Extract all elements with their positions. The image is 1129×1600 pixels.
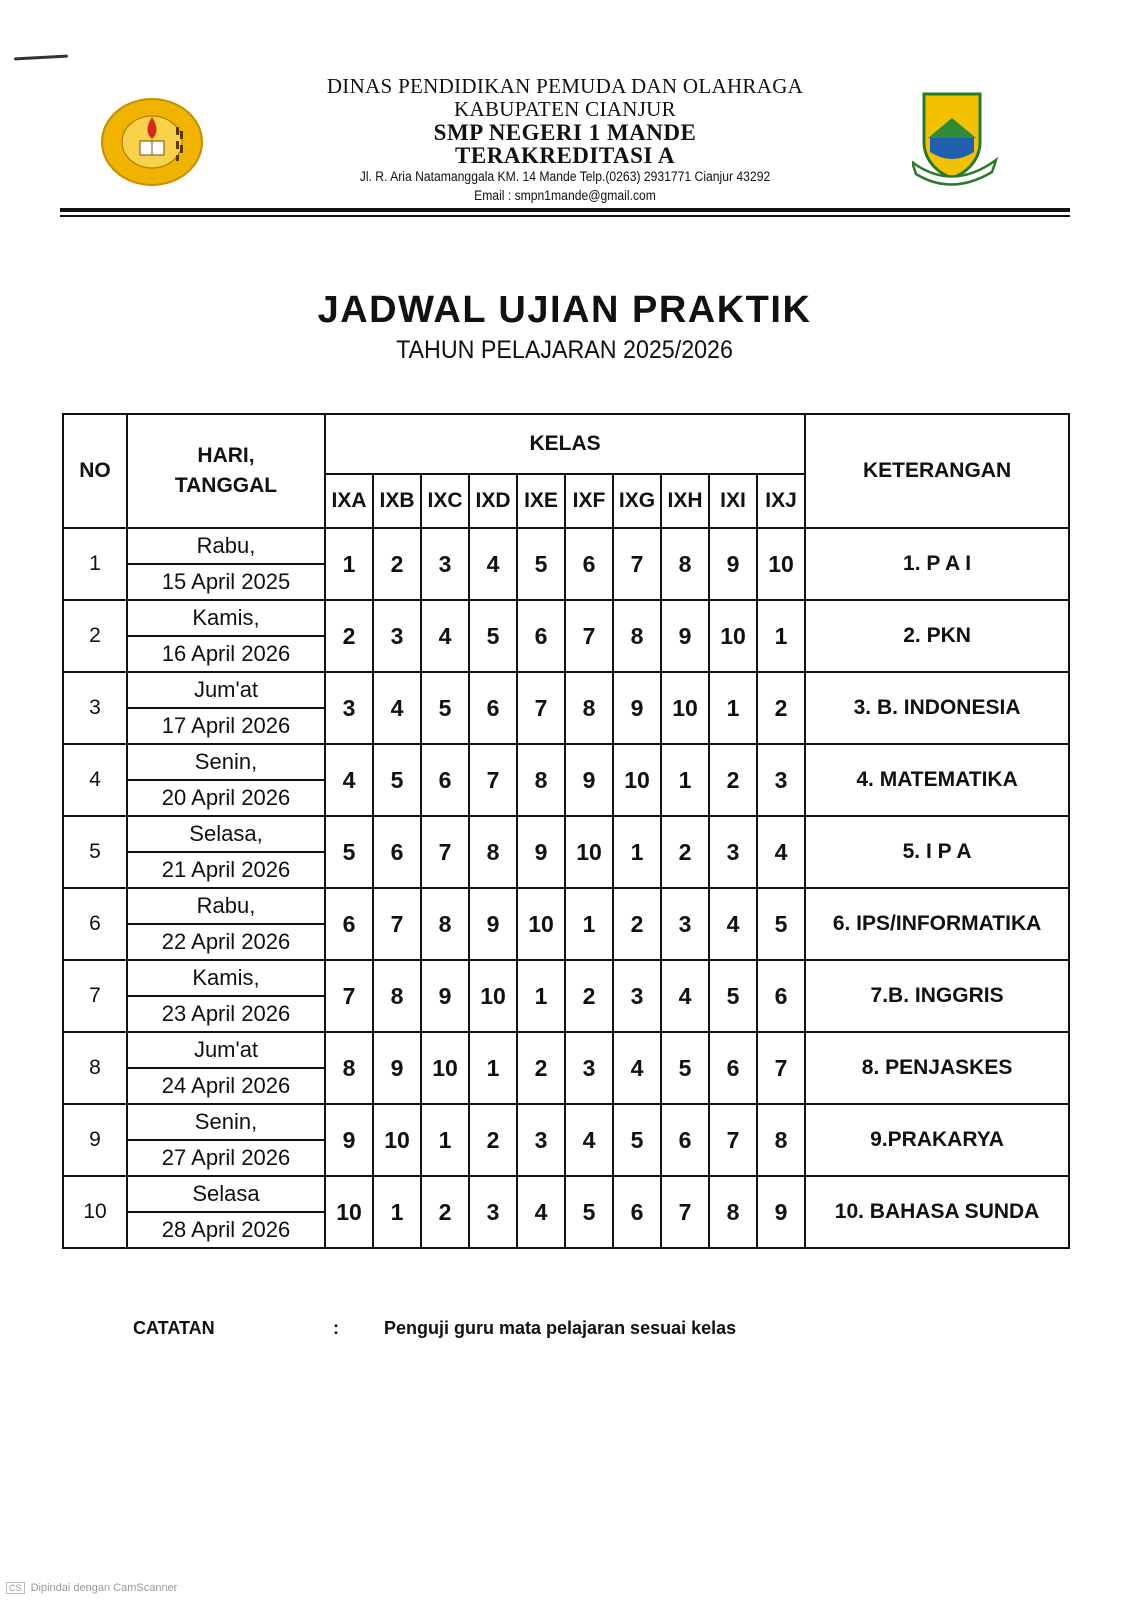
class-subject-cell: 6 bbox=[373, 816, 421, 888]
class-subject-cell: 7 bbox=[613, 528, 661, 600]
class-subject-cell: 4 bbox=[325, 744, 373, 816]
class-subject-cell: 5 bbox=[709, 960, 757, 1032]
class-subject-cell: 8 bbox=[325, 1032, 373, 1104]
class-subject-cell: 3 bbox=[661, 888, 709, 960]
school-address: Jl. R. Aria Natamanggala KM. 14 Mande Telp.(0263) 2931771 Cianjur 43292 bbox=[359, 169, 771, 184]
class-subject-cell: 3 bbox=[613, 960, 661, 1032]
agency-name: DINAS PENDIDIKAN PEMUDA DAN OLAHRAGA bbox=[326, 74, 804, 98]
school-email: Email : smpn1mande@gmail.com bbox=[474, 188, 656, 203]
class-subject-cell: 7 bbox=[421, 816, 469, 888]
class-subject-cell: 2 bbox=[757, 672, 805, 744]
class-subject-cell: 1 bbox=[469, 1032, 517, 1104]
class-subject-cell: 9 bbox=[565, 744, 613, 816]
class-subject-cell: 1 bbox=[757, 600, 805, 672]
header-kelas: KELAS bbox=[325, 414, 805, 474]
class-subject-cell: 8 bbox=[421, 888, 469, 960]
class-subject-cell: 7 bbox=[325, 960, 373, 1032]
class-subject-cell: 9 bbox=[613, 672, 661, 744]
header-keterangan: KETERANGAN bbox=[805, 414, 1069, 528]
class-subject-cell: 9 bbox=[325, 1104, 373, 1176]
class-subject-cell: 8 bbox=[517, 744, 565, 816]
row-number: 8 bbox=[63, 1032, 127, 1104]
class-subject-cell: 3 bbox=[757, 744, 805, 816]
day-name: Rabu, bbox=[128, 889, 324, 925]
class-subject-cell: 10 bbox=[757, 528, 805, 600]
class-subject-cell: 10 bbox=[469, 960, 517, 1032]
note-label: CATATAN bbox=[133, 1318, 215, 1338]
class-subject-cell: 5 bbox=[517, 528, 565, 600]
school-logo bbox=[100, 97, 204, 187]
class-subject-cell: 6 bbox=[517, 600, 565, 672]
row-number: 6 bbox=[63, 888, 127, 960]
regency-name: KABUPATEN CIANJUR bbox=[454, 97, 676, 121]
class-subject-cell: 9 bbox=[709, 528, 757, 600]
class-subject-cell: 4 bbox=[709, 888, 757, 960]
row-number: 4 bbox=[63, 744, 127, 816]
class-subject-cell: 4 bbox=[373, 672, 421, 744]
class-subject-cell: 2 bbox=[421, 1176, 469, 1248]
row-number: 3 bbox=[63, 672, 127, 744]
class-header-ixi: IXI bbox=[709, 474, 757, 528]
class-subject-cell: 2 bbox=[469, 1104, 517, 1176]
camscanner-text: Dipindai dengan CamScanner bbox=[30, 1582, 178, 1594]
day-name: Senin, bbox=[128, 1105, 324, 1141]
row-number: 7 bbox=[63, 960, 127, 1032]
header-hari-tanggal bbox=[127, 414, 325, 528]
class-subject-cell: 6 bbox=[325, 888, 373, 960]
class-subject-cell: 10 bbox=[565, 816, 613, 888]
exam-date: 20 April 2026 bbox=[161, 785, 291, 810]
header-row bbox=[63, 414, 1069, 474]
class-subject-cell: 4 bbox=[613, 1032, 661, 1104]
class-subject-cell: 6 bbox=[757, 960, 805, 1032]
exam-date: 21 April 2026 bbox=[161, 857, 291, 882]
day-date-cell bbox=[127, 1032, 325, 1104]
header-no: NO bbox=[63, 414, 127, 528]
class-subject-cell: 9 bbox=[517, 816, 565, 888]
class-header-ixa: IXA bbox=[325, 474, 373, 528]
class-subject-cell: 1 bbox=[373, 1176, 421, 1248]
class-subject-cell: 8 bbox=[613, 600, 661, 672]
class-header-ixb: IXB bbox=[373, 474, 421, 528]
subject-note: 3. B. INDONESIA bbox=[805, 672, 1069, 744]
exam-date: 15 April 2025 bbox=[161, 569, 291, 594]
class-subject-cell: 7 bbox=[373, 888, 421, 960]
class-header-ixc: IXC bbox=[421, 474, 469, 528]
class-subject-cell: 3 bbox=[421, 528, 469, 600]
day-name: Rabu, bbox=[128, 529, 324, 565]
table-row bbox=[63, 672, 1069, 744]
day-date-cell bbox=[127, 1176, 325, 1248]
row-number: 5 bbox=[63, 816, 127, 888]
class-subject-cell: 8 bbox=[565, 672, 613, 744]
class-subject-cell: 4 bbox=[517, 1176, 565, 1248]
class-subject-cell: 1 bbox=[325, 528, 373, 600]
table-row bbox=[63, 1104, 1069, 1176]
class-subject-cell: 2 bbox=[661, 816, 709, 888]
exam-date: 17 April 2026 bbox=[161, 713, 291, 738]
day-name: Selasa bbox=[128, 1177, 324, 1213]
class-header-ixe: IXE bbox=[517, 474, 565, 528]
class-subject-cell: 8 bbox=[373, 960, 421, 1032]
class-subject-cell: 1 bbox=[613, 816, 661, 888]
day-name: Jum'at bbox=[128, 673, 324, 709]
class-subject-cell: 10 bbox=[613, 744, 661, 816]
day-date-cell bbox=[127, 600, 325, 672]
class-subject-cell: 6 bbox=[661, 1104, 709, 1176]
letterhead-thick-rule bbox=[60, 208, 1070, 212]
schedule-body bbox=[63, 528, 1069, 1248]
class-subject-cell: 10 bbox=[373, 1104, 421, 1176]
scan-mark bbox=[14, 55, 68, 61]
school-name: SMP NEGERI 1 MANDE bbox=[433, 120, 697, 145]
table-row bbox=[63, 744, 1069, 816]
class-subject-cell: 4 bbox=[421, 600, 469, 672]
note-colon: : bbox=[333, 1318, 339, 1338]
class-subject-cell: 5 bbox=[661, 1032, 709, 1104]
class-subject-cell: 5 bbox=[613, 1104, 661, 1176]
exam-date: 16 April 2026 bbox=[161, 641, 291, 666]
class-subject-cell: 5 bbox=[421, 672, 469, 744]
class-subject-cell: 10 bbox=[517, 888, 565, 960]
document-title: JADWAL UJIAN PRAKTIK bbox=[317, 289, 812, 331]
class-subject-cell: 4 bbox=[661, 960, 709, 1032]
note-text: Penguji guru mata pelajaran sesuai kelas bbox=[384, 1318, 737, 1338]
day-name: Kamis, bbox=[128, 961, 324, 997]
class-subject-cell: 5 bbox=[757, 888, 805, 960]
accreditation: TERAKREDITASI A bbox=[455, 143, 675, 168]
class-subject-cell: 2 bbox=[517, 1032, 565, 1104]
exam-date: 24 April 2026 bbox=[161, 1073, 291, 1098]
table-row bbox=[63, 600, 1069, 672]
subject-note: 6. IPS/INFORMATIKA bbox=[805, 888, 1069, 960]
class-subject-cell: 5 bbox=[469, 600, 517, 672]
class-subject-cell: 1 bbox=[517, 960, 565, 1032]
class-header-ixh: IXH bbox=[661, 474, 709, 528]
row-number: 9 bbox=[63, 1104, 127, 1176]
exam-date: 28 April 2026 bbox=[161, 1217, 291, 1242]
class-subject-cell: 2 bbox=[325, 600, 373, 672]
table-row bbox=[63, 888, 1069, 960]
subject-note: 2. PKN bbox=[805, 600, 1069, 672]
class-subject-cell: 8 bbox=[469, 816, 517, 888]
day-date-cell bbox=[127, 744, 325, 816]
class-subject-cell: 6 bbox=[421, 744, 469, 816]
scanner-footer bbox=[6, 1582, 177, 1594]
class-header-ixg: IXG bbox=[613, 474, 661, 528]
subject-note: 5. I P A bbox=[805, 816, 1069, 888]
class-subject-cell: 4 bbox=[757, 816, 805, 888]
class-subject-cell: 1 bbox=[661, 744, 709, 816]
class-header-ixd: IXD bbox=[469, 474, 517, 528]
day-name: Senin, bbox=[128, 745, 324, 781]
class-subject-cell: 5 bbox=[325, 816, 373, 888]
row-number: 2 bbox=[63, 600, 127, 672]
class-subject-cell: 8 bbox=[757, 1104, 805, 1176]
letterhead bbox=[250, 75, 880, 205]
class-subject-cell: 6 bbox=[709, 1032, 757, 1104]
table-row bbox=[63, 816, 1069, 888]
class-subject-cell: 7 bbox=[661, 1176, 709, 1248]
class-subject-cell: 9 bbox=[469, 888, 517, 960]
subject-note: 7.B. INGGRIS bbox=[805, 960, 1069, 1032]
class-header-ixj: IXJ bbox=[757, 474, 805, 528]
class-subject-cell: 2 bbox=[613, 888, 661, 960]
subject-note: 10. BAHASA SUNDA bbox=[805, 1176, 1069, 1248]
class-subject-cell: 6 bbox=[613, 1176, 661, 1248]
day-name: Jum'at bbox=[128, 1033, 324, 1069]
class-subject-cell: 3 bbox=[373, 600, 421, 672]
day-name: Selasa, bbox=[128, 817, 324, 853]
class-subject-cell: 7 bbox=[517, 672, 565, 744]
subject-note: 8. PENJASKES bbox=[805, 1032, 1069, 1104]
class-subject-cell: 7 bbox=[469, 744, 517, 816]
day-name: Kamis, bbox=[128, 601, 324, 637]
class-header-ixf: IXF bbox=[565, 474, 613, 528]
header-tanggal-label: TANGGAL bbox=[174, 474, 278, 497]
class-subject-cell: 5 bbox=[565, 1176, 613, 1248]
table-row bbox=[63, 1176, 1069, 1248]
day-date-cell bbox=[127, 528, 325, 600]
class-subject-cell: 9 bbox=[757, 1176, 805, 1248]
academic-year: TAHUN PELAJARAN 2025/2026 bbox=[396, 336, 733, 364]
day-date-cell bbox=[127, 1104, 325, 1176]
class-subject-cell: 1 bbox=[709, 672, 757, 744]
class-subject-cell: 3 bbox=[517, 1104, 565, 1176]
table-row bbox=[63, 960, 1069, 1032]
class-subject-cell: 7 bbox=[709, 1104, 757, 1176]
exam-date: 22 April 2026 bbox=[161, 929, 291, 954]
class-subject-cell: 2 bbox=[565, 960, 613, 1032]
day-date-cell bbox=[127, 960, 325, 1032]
class-subject-cell: 10 bbox=[709, 600, 757, 672]
regency-emblem bbox=[912, 92, 1016, 188]
class-subject-cell: 4 bbox=[469, 528, 517, 600]
class-subject-cell: 8 bbox=[661, 528, 709, 600]
day-date-cell bbox=[127, 816, 325, 888]
subject-note: 1. P A I bbox=[805, 528, 1069, 600]
class-subject-cell: 5 bbox=[373, 744, 421, 816]
schedule-table bbox=[62, 413, 1070, 1249]
letterhead-thin-rule bbox=[60, 215, 1070, 217]
class-subject-cell: 10 bbox=[325, 1176, 373, 1248]
class-subject-cell: 3 bbox=[469, 1176, 517, 1248]
class-subject-cell: 7 bbox=[757, 1032, 805, 1104]
class-subject-cell: 7 bbox=[565, 600, 613, 672]
day-date-cell bbox=[127, 888, 325, 960]
class-subject-cell: 9 bbox=[421, 960, 469, 1032]
subject-note: 4. MATEMATIKA bbox=[805, 744, 1069, 816]
row-number: 10 bbox=[63, 1176, 127, 1248]
class-subject-cell: 8 bbox=[709, 1176, 757, 1248]
exam-date: 27 April 2026 bbox=[161, 1145, 291, 1170]
class-subject-cell: 9 bbox=[373, 1032, 421, 1104]
class-subject-cell: 9 bbox=[661, 600, 709, 672]
exam-date: 23 April 2026 bbox=[161, 1001, 291, 1026]
class-subject-cell: 10 bbox=[421, 1032, 469, 1104]
class-subject-cell: 1 bbox=[565, 888, 613, 960]
subject-note: 9.PRAKARYA bbox=[805, 1104, 1069, 1176]
class-subject-cell: 2 bbox=[709, 744, 757, 816]
class-subject-cell: 3 bbox=[709, 816, 757, 888]
class-subject-cell: 1 bbox=[421, 1104, 469, 1176]
header-hari-label: HARI, bbox=[197, 444, 255, 467]
table-row bbox=[63, 528, 1069, 600]
class-subject-cell: 6 bbox=[565, 528, 613, 600]
class-subject-cell: 4 bbox=[565, 1104, 613, 1176]
day-date-cell bbox=[127, 672, 325, 744]
class-subject-cell: 6 bbox=[469, 672, 517, 744]
table-row bbox=[63, 1032, 1069, 1104]
camscanner-badge: CS bbox=[6, 1582, 25, 1594]
class-subject-cell: 2 bbox=[373, 528, 421, 600]
class-subject-cell: 3 bbox=[565, 1032, 613, 1104]
class-subject-cell: 10 bbox=[661, 672, 709, 744]
class-subject-cell: 3 bbox=[325, 672, 373, 744]
row-number: 1 bbox=[63, 528, 127, 600]
